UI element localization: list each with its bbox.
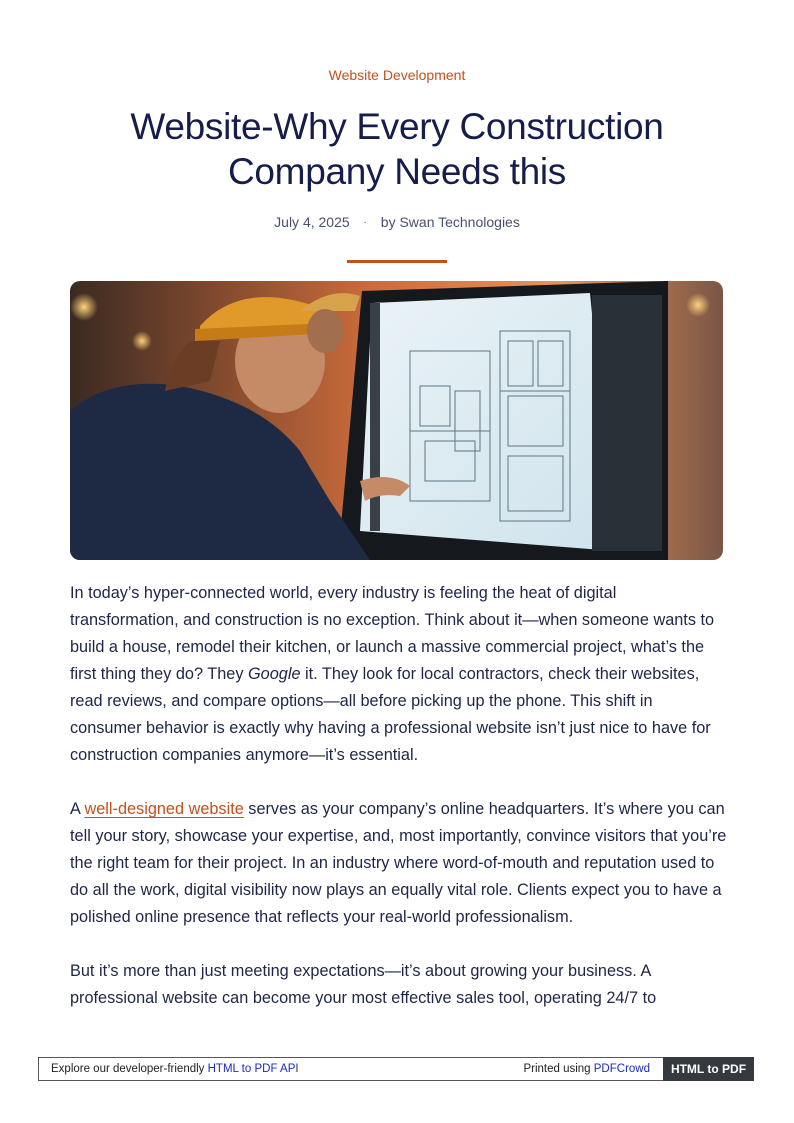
- publish-date: July 4, 2025: [274, 214, 350, 230]
- pdfcrowd-link[interactable]: PDFCrowd: [593, 1063, 650, 1075]
- title-divider: [347, 260, 447, 263]
- article-body: [70, 580, 728, 1039]
- footer-printed: [523, 1063, 650, 1075]
- footer-explore-text: Explore our developer-friendly: [51, 1063, 208, 1075]
- google-emphasis: Google: [248, 665, 301, 683]
- footer-explore: [51, 1063, 299, 1075]
- author-byline: by Swan Technologies: [380, 214, 520, 230]
- well-designed-website-link[interactable]: well-designed website: [84, 800, 244, 818]
- article-title: Website-Why Every Construction Company Needs this: [130, 106, 664, 192]
- paragraph-1-text-b: it. They look for local contractors, check their websites, read reviews, and compare options—all before picking up the phone. This shift in consumer behavior is exactly why having a professional website isn’t just nice to have for construction companies anymore—it’s essential.: [70, 665, 711, 764]
- paragraph-3: But it’s more than just meeting expectations—it’s about growing your business. A professional website can become your most effective sales tool, operating 24/7 to: [70, 962, 657, 1007]
- article-category[interactable]: Website Development: [328, 67, 466, 83]
- paragraph-1: [70, 580, 728, 769]
- article-meta: [0, 214, 794, 230]
- hero-image: [70, 281, 723, 560]
- html-to-pdf-button[interactable]: HTML to PDF: [663, 1057, 754, 1081]
- meta-separator: ·: [363, 217, 367, 228]
- paragraph-2-text-b: serves as your company’s online headquarters. It’s where you can tell your story, showcase your expertise, and, most importantly, convince visitors that you’re the right team for their project. In an industry where word-of-mouth and reputation used to do all the work, digital visibility now plays an equally vital role. Clients expect you to have a polished online presence that reflects your real-world professionalism.: [70, 800, 727, 926]
- html-to-pdf-api-link[interactable]: HTML to PDF API: [207, 1063, 299, 1075]
- paragraph-2-text-a: A: [70, 800, 85, 818]
- footer-printed-text: Printed using: [523, 1063, 594, 1075]
- pdf-footer-bar: [38, 1057, 754, 1081]
- paragraph-2: [70, 796, 728, 931]
- paragraph-1-text-a: In today’s hyper-connected world, every industry is feeling the heat of digital transformation, and construction is no exception. Think about it—when someone wants to build a house, remodel their kitchen, or launch a massive commercial project, what’s the first thing they do? They: [70, 584, 715, 683]
